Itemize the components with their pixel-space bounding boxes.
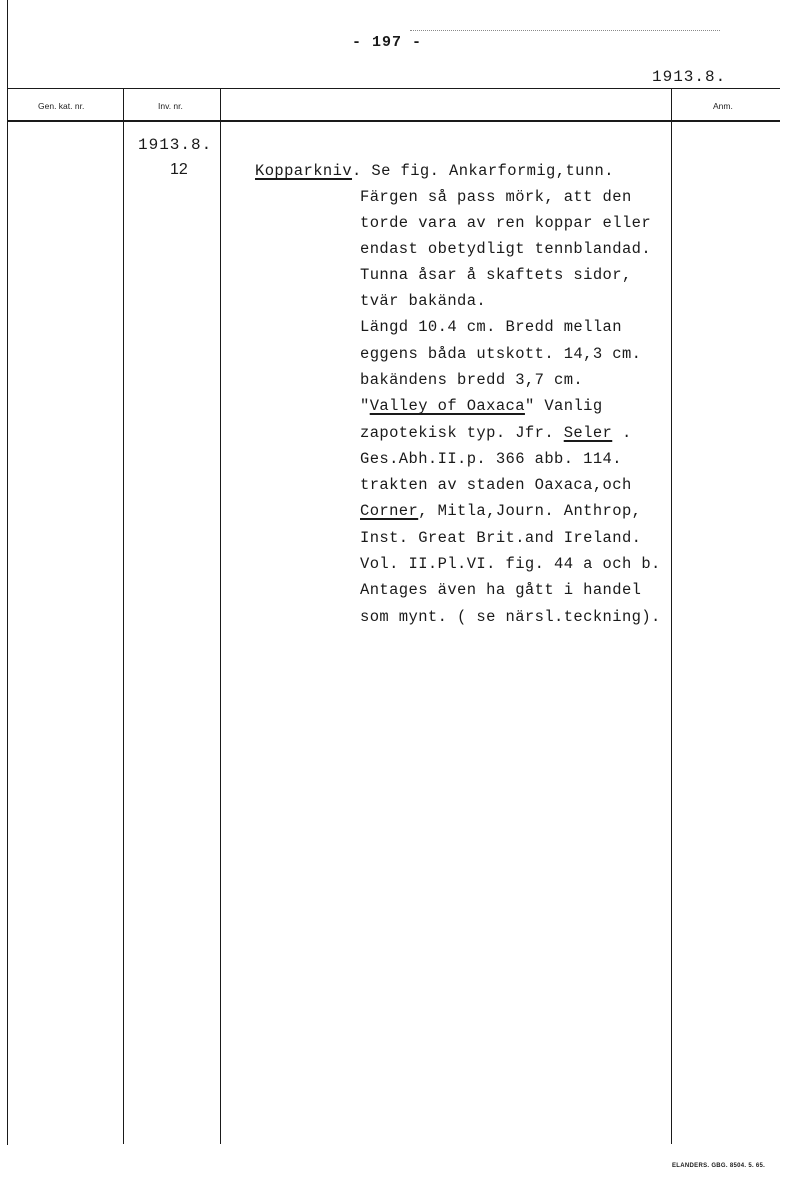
entry-line: Tunna åsar å skaftets sidor, [360,266,632,284]
corner-rest: , Mitla,Journ. Anthrop, [418,502,642,520]
entry-line: tvär bakända. [360,292,487,310]
page-number: - 197 - [352,34,423,51]
valley-rest: " Vanlig [524,397,603,415]
printer-mark: ELANDERS. GBG. 8504. 5. 65. [672,1163,766,1169]
entry-line: Antages även ha gått i handel [360,581,642,599]
column-divider-anm [671,89,672,1144]
valley-of-oaxaca-reference: Valley of Oaxaca [369,397,525,415]
corner-reference: Corner [360,502,419,520]
entry-line: Ges.Abh.II.p. 366 abb. 114. [360,450,622,468]
entry-line: Längd 10.4 cm. Bredd mellan [360,318,622,336]
entry-line-zapotekisk [360,420,632,447]
entry-title: Kopparkniv [255,162,353,180]
entry-line: eggens båda utskott. 14,3 cm. [360,345,642,363]
column-divider-inv-text [220,89,221,1144]
column-divider-gen-inv [123,89,124,1144]
column-header-anm: Anm. [713,101,733,111]
column-header-gen-kat-nr: Gen. kat. nr. [38,101,85,111]
entry-line: bakändens bredd 3,7 cm. [360,371,584,389]
valley-open-quote: " [360,397,370,415]
zapotekisk-suffix: . [612,424,632,442]
entry-line: som mynt. ( se närsl.teckning). [360,608,661,626]
entry-title-line [255,158,614,185]
seler-reference: Seler [563,424,613,442]
entry-line: endast obetydligt tennblandad. [360,240,652,258]
entry-line-corner [360,498,641,525]
header-dotted-mark [410,30,720,31]
column-header-inv-nr: Inv. nr. [158,101,183,111]
left-margin-rule [7,0,8,1145]
inventory-series: 1913.8. [138,136,213,154]
entry-line: Färgen så pass mörk, att den [360,188,632,206]
entry-line: trakten av staden Oaxaca,och [360,476,632,494]
entry-line-valley [360,393,603,420]
entry-line: Vol. II.Pl.VI. fig. 44 a och b. [360,555,661,573]
entry-title-rest: . Se fig. Ankarformig,tunn. [352,162,614,180]
inventory-number: 12 [170,161,188,178]
entry-line: torde vara av ren koppar eller [360,214,652,232]
zapotekisk-prefix: zapotekisk typ. Jfr. [360,424,564,442]
header-accession-id: 1913.8. [652,68,727,86]
entry-line: Inst. Great Brit.and Ireland. [360,529,642,547]
